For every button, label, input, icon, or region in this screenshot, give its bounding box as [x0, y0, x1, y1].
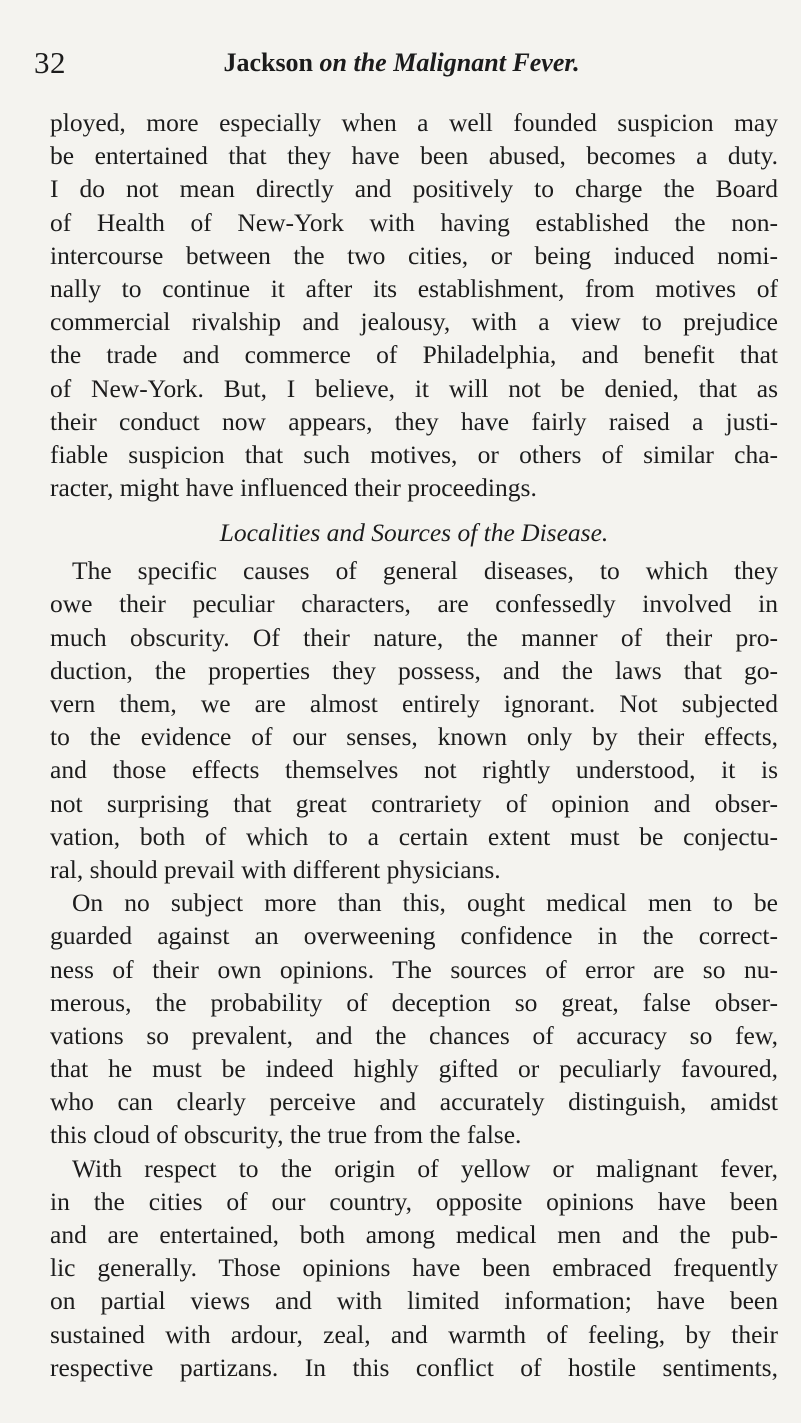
text-line: the trade and commerce of Philadelphia, and benefit that	[50, 340, 778, 370]
text-line: ployed, more especially when a well founded suspicion may	[50, 108, 778, 137]
running-title-connector: on	[319, 48, 347, 77]
text-line: in the cities of our country, opposite opinions have been	[50, 1186, 778, 1216]
page-number: 32	[34, 45, 66, 80]
text-line: lic generally. Those opinions have been embraced frequently	[50, 1253, 778, 1283]
paragraph-2	[50, 554, 778, 886]
running-head	[34, 38, 769, 88]
paragraph-4	[50, 1152, 778, 1384]
body-text	[50, 106, 778, 1384]
text-line: who can clearly perceive and accurately distinguish, amidst	[50, 1087, 778, 1117]
text-line: vern them, we are almost entirely ignorant. Not subjected	[50, 689, 778, 718]
text-line: and are entertained, both among medical men and the pub-	[50, 1220, 778, 1249]
text-line: With respect to the origin of yellow or malignant fever,	[72, 1153, 778, 1183]
section-heading: Localities and Sources of the Disease.	[219, 518, 609, 548]
text-line: be entertained that they have been abused, becomes a duty.	[50, 141, 778, 171]
text-line: ral, should prevail with different physicians.	[50, 854, 501, 884]
text-line: guarded against an overweening confidence in the correct-	[50, 921, 778, 951]
text-line: I do not mean directly and positively to charge the Board	[50, 174, 778, 204]
text-line: of Health of New-York with having established the non-	[50, 207, 778, 237]
text-line: their conduct now appears, they have fairly raised a justi-	[50, 406, 778, 436]
text-line: The specific causes of general diseases, to which they	[72, 556, 778, 586]
text-line: and those effects themselves not rightly understood, it is	[50, 755, 778, 785]
paragraph-3	[50, 886, 778, 1152]
text-line: intercourse between the two cities, or being induced nomi-	[50, 240, 778, 270]
text-line: On no subject more than this, ought medical men to be	[72, 888, 778, 918]
text-line: much obscurity. Of their nature, the manner of their pro-	[50, 622, 778, 652]
text-line: not surprising that great contrariety of opinion and obser-	[50, 788, 778, 818]
text-line: ness of their own opinions. The sources of error are so nu-	[50, 954, 778, 984]
text-line: fiable suspicion that such motives, or others of similar cha-	[50, 439, 778, 469]
text-line: nally to continue it after its establishment, from motives of	[50, 273, 778, 303]
text-line: vation, both of which to a certain extent must be conjectu-	[50, 821, 778, 851]
running-title	[34, 38, 769, 88]
text-line: merous, the probability of deception so great, false obser-	[50, 987, 778, 1017]
text-line: vations so prevalent, and the chances of accuracy so few,	[50, 1020, 778, 1050]
running-title-subject: the Malignant Fever.	[353, 48, 580, 77]
text-line: to the evidence of our senses, known only by their effects,	[50, 722, 778, 752]
text-line: on partial views and with limited information; have been	[50, 1286, 778, 1316]
text-line: racter, might have influenced their proceedings.	[50, 473, 537, 503]
text-line: duction, the properties they possess, and the laws that go-	[50, 655, 778, 685]
paragraph-1	[50, 106, 778, 504]
text-line: owe their peculiar characters, are confessedly involved in	[50, 589, 778, 619]
running-title-author: Jackson	[223, 48, 314, 77]
text-line: this cloud of obscurity, the true from the false.	[50, 1120, 522, 1150]
text-line: that he must be indeed highly gifted or peculiarly favoured,	[50, 1054, 778, 1084]
text-line: respective partizans. In this conflict of hostile sentiments,	[50, 1352, 778, 1382]
text-line: commercial rivalship and jealousy, with a view to prejudice	[50, 307, 778, 337]
text-line: sustained with ardour, zeal, and warmth of feeling, by their	[50, 1319, 778, 1349]
text-line: of New-York. But, I believe, it will not be denied, that as	[50, 373, 778, 403]
